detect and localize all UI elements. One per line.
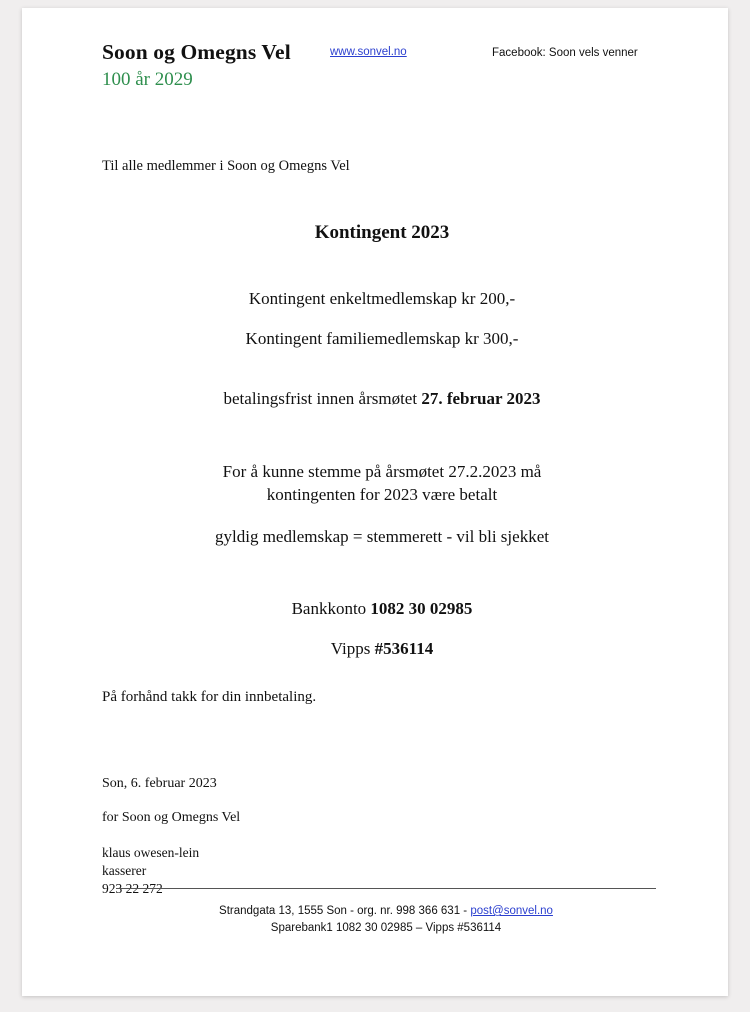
footer-divider [116, 888, 656, 889]
vipps-label: Vipps [330, 638, 375, 658]
footer-line-1 [102, 903, 670, 920]
vipps-line [102, 639, 662, 659]
bank-account-line [102, 599, 662, 619]
vipps-number: #536114 [374, 638, 434, 658]
signature-place-date: Son, 6. februar 2023 [102, 775, 217, 791]
organization-name: Soon og Omegns Vel [102, 40, 291, 64]
payment-deadline-line [102, 389, 662, 409]
footer-line-2: Sparebank1 1082 30 02985 – Vipps #536114 [270, 922, 502, 935]
document-title: Kontingent 2023 [314, 222, 450, 243]
signer-name: klaus owesen-lein [102, 844, 200, 860]
letterhead [102, 40, 662, 102]
signer-phone: 923 22 272 [102, 880, 163, 896]
bank-account-label: Bankkonto [291, 598, 371, 618]
signer-role: kasserer [102, 862, 147, 878]
voting-note: gyldig medlemskap = stemmerett - vil bli sjekket [215, 526, 549, 546]
bank-account-number: 1082 30 02985 [370, 598, 473, 618]
deadline-prefix: betalingsfrist innen årsmøtet [223, 389, 422, 408]
website-link[interactable]: www.sonvel.no [330, 46, 407, 58]
anniversary-text: 100 år 2029 [102, 68, 193, 90]
facebook-text: Facebook: Soon vels venner [492, 47, 638, 59]
email-link[interactable]: post@sonvel.no [470, 905, 553, 917]
voting-line-1: For å kunne stemme på årsmøtet 27.2.2023 må [222, 462, 542, 481]
fee-single-line: Kontingent enkeltmedlemskap kr 200,- [248, 289, 516, 308]
addressee-line: Til alle medlemmer i Soon og Omegns Vel [102, 158, 350, 174]
signature-on-behalf: for Soon og Omegns Vel [102, 809, 241, 825]
footer-address: Strandgata 13, 1555 Son - org. nr. 998 366 631 - [219, 905, 471, 917]
voting-line-2: kontingenten for 2023 være betalt [266, 484, 498, 504]
thanks-line: På forhånd takk for din innbetaling. [102, 688, 317, 705]
voting-requirement-block [102, 461, 662, 507]
fee-family-line: Kontingent familiemedlemskap kr 300,- [245, 329, 519, 348]
document-content [102, 40, 662, 898]
document-page [22, 8, 728, 996]
deadline-date: 27. februar 2023 [421, 389, 541, 408]
document-footer [102, 888, 670, 938]
